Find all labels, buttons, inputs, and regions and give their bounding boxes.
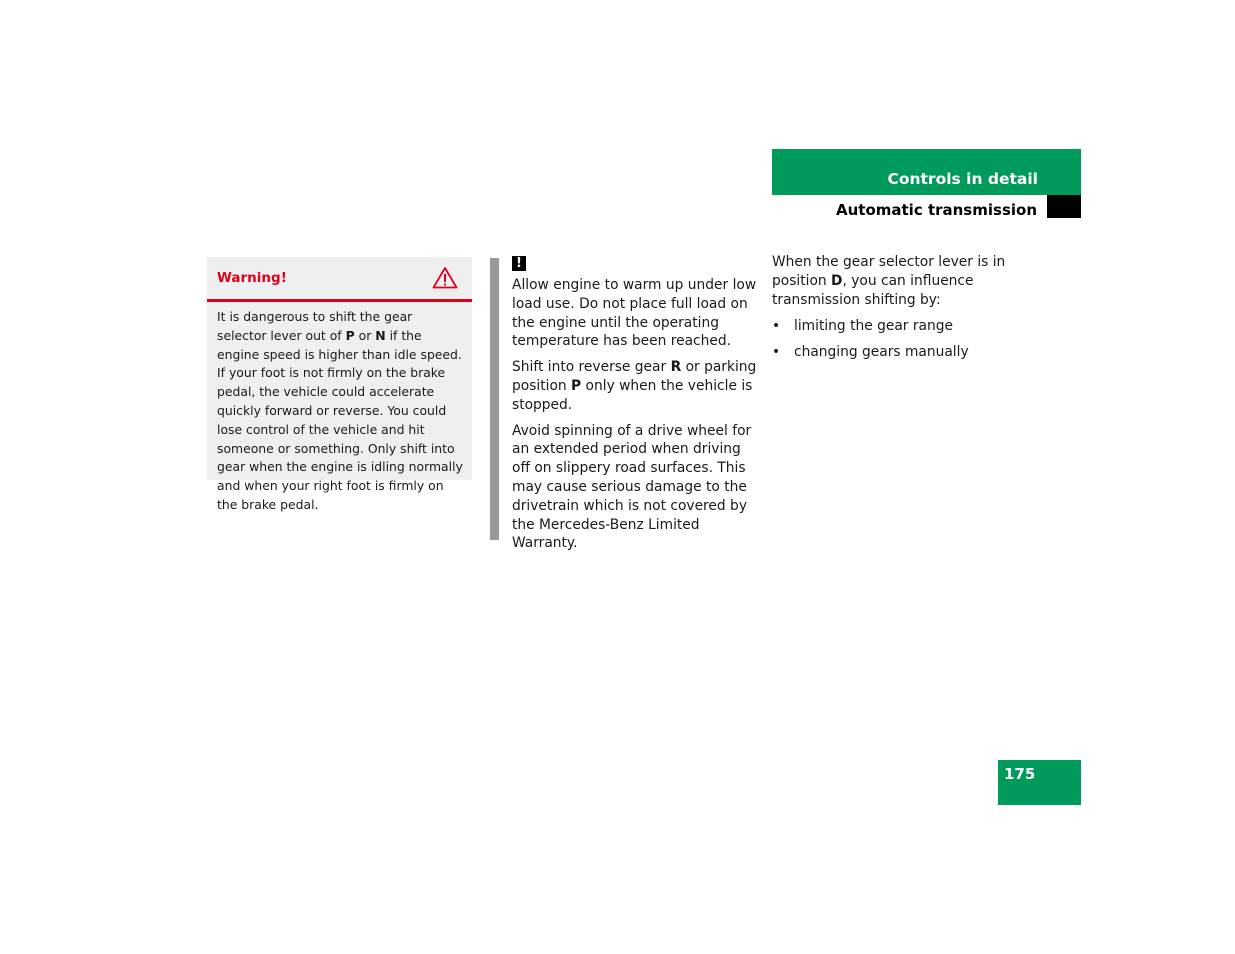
note-paragraph: Shift into reverse gear R or parking position P only when the vehicle is stopped. xyxy=(512,359,757,413)
section-title: Controls in detail xyxy=(887,170,1038,188)
note-paragraph: Avoid spinning of a drive wheel for an extended period when driving off on slippery road surfaces. This may cause serious damage to the drivetrain which is not covered by the Mercedes-Benz Limited Warranty. xyxy=(512,422,752,552)
body-column xyxy=(772,253,1042,369)
page-number-box xyxy=(998,760,1081,805)
subsection-title: Automatic transmission xyxy=(836,201,1037,219)
note-paragraph: Allow engine to warm up under low load use. Do not place full load on the engine until the operating temperature has been reached. xyxy=(512,277,757,350)
page-number: 175 xyxy=(1004,765,1036,783)
warning-title: Warning! xyxy=(217,270,287,286)
list-item: • limiting the gear range xyxy=(772,318,953,335)
section-header xyxy=(772,149,1081,195)
exclamation-icon: ! xyxy=(512,256,526,271)
note-column xyxy=(512,254,760,560)
warning-box xyxy=(207,257,472,512)
section-marker xyxy=(1047,195,1081,218)
list-item: • changing gears manually xyxy=(772,344,969,361)
warning-header xyxy=(207,257,472,302)
bullet-icon: • xyxy=(772,318,781,335)
warning-text: It is dangerous to shift the gear selector lever out of P or N if the engine speed is higher than idle speed. If your foot is not firmly on the brake pedal, the vehicle could accelerate quickly forward or reverse. You could lose control of the vehicle and hit someone or something. Only shift into gear when the engine is idling normally and when your right foot is firmly on the brake pedal. xyxy=(217,309,463,512)
option-list xyxy=(772,317,1042,362)
note-bar xyxy=(490,258,499,540)
warning-triangle-icon xyxy=(432,266,458,293)
bullet-icon: • xyxy=(772,344,781,361)
intro-paragraph: When the gear selector lever is in position D, you can influence transmission shifting by: xyxy=(772,254,1006,308)
